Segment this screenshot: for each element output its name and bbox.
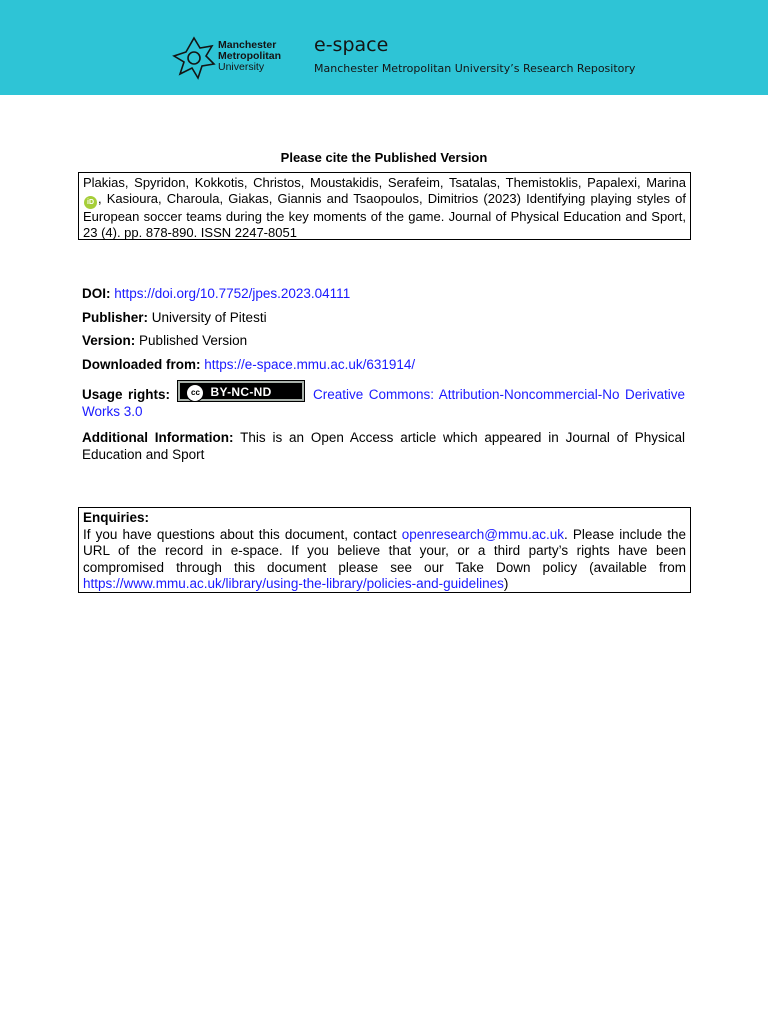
logo-line: Metropolitan [218,50,281,62]
cite-heading: Please cite the Published Version [280,150,488,165]
repository-subtitle: Manchester Metropolitan University’s Research Repository [314,62,636,75]
additional-value: This is an Open Access article which appeared in Journal of Physical Education and Sport [82,430,685,462]
repository-title: e-space [314,34,389,56]
downloaded-row [82,356,415,373]
cc-badge-text: BY-NC-ND [210,385,272,399]
email-link[interactable]: openresearch@mmu.ac.uk [401,526,565,542]
downloaded-label: Downloaded from: [82,357,201,372]
doi-label: DOI: [82,286,111,301]
doi-link[interactable]: https://doi.org/10.7752/jpes.2023.04111 [114,286,351,301]
header-banner [0,0,768,95]
version-label: Version: [82,333,136,348]
mmu-logo-text [218,40,281,73]
doi-row [82,285,350,302]
mmu-logo-icon [170,34,218,82]
cc-icon: cc [186,384,204,402]
usage-rights-row [82,380,685,420]
downloaded-link[interactable]: https://e-space.mmu.ac.uk/631914/ [204,357,416,372]
logo-line: University [218,61,265,73]
citation-box [78,172,691,240]
additional-info-row [82,429,685,463]
enquiries-text-3: ) [503,576,509,591]
enquiries-text: If you have questions about this document, contact [83,526,402,542]
additional-label: Additional Information: [82,430,234,445]
publisher-label: Publisher: [82,310,149,325]
usage-license-link[interactable]: Creative Commons: Attribution-Noncommercial-No Derivative Works 3.0 [82,387,685,419]
enquiries-label: Enquiries: [83,510,150,525]
enquiries-text-2: . Please include the URL of the record in e-space. If you believe that your, or a third party’s rights have been compromised through this document please see our Take Down policy (available from [83,526,686,575]
cc-badge-background [180,383,302,399]
cc-license-badge[interactable] [177,380,305,402]
usage-label: Usage rights: [82,387,170,402]
policy-link[interactable]: https://www.mmu.ac.uk/library/using-the-library/policies-and-guidelines [83,576,504,591]
citation-authors: Plakias, Spyridon, Kokkotis, Christos, Moustakidis, Serafeim, Tsatalas, Themistoklis, Papalexi, Marina [83,175,686,190]
enquiries-box [78,507,691,593]
orcid-icon[interactable]: iD [84,196,97,209]
publisher-row [82,309,267,326]
logo-line: Manchester [218,39,277,51]
version-value: Published Version [139,333,248,348]
version-row [82,332,247,349]
publisher-value: University of Pitesti [151,310,267,325]
citation-rest: , Kasioura, Charoula, Giakas, Giannis and Tsaopoulos, Dimitrios (2023) Identifying playing styles of European soccer teams during the key moments of the game. Journal of Physical Education and Sport, 23 (4). pp. 878-890. ISSN 2247-8051 [83,191,686,240]
